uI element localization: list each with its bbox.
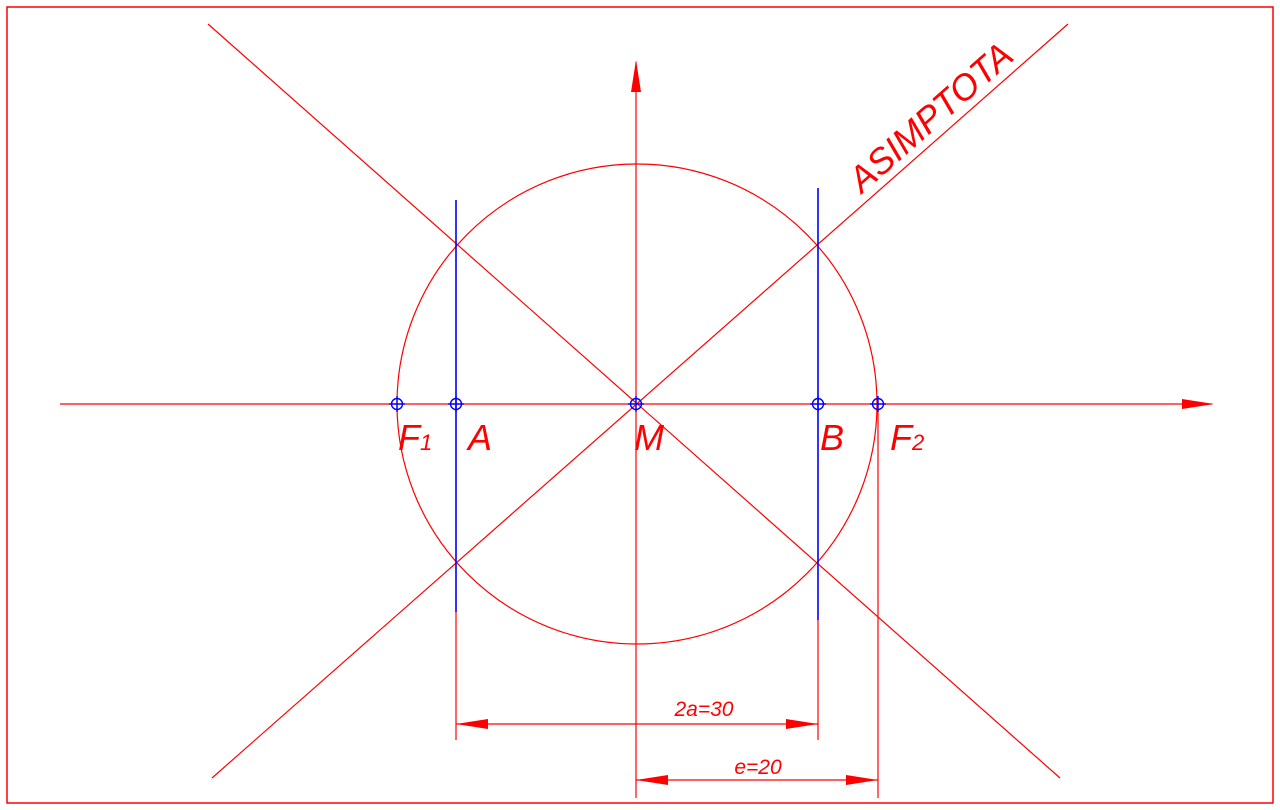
marker-a [448,396,464,412]
dimension-arrow-left [456,719,488,729]
point-markers [389,396,886,412]
dimension-arrow-right-e [846,775,878,785]
label-a: A [468,417,493,458]
marker-b [810,396,826,412]
dimension-arrow-left-e [636,775,668,785]
label-b: B [820,417,845,458]
x-axis-arrow [1182,399,1214,409]
label-f2: F2 [890,417,925,458]
dimension-text-major-axis: 2a=30 [674,698,734,721]
label-f1: F1 [398,417,433,458]
dimension-arrow-right [786,719,818,729]
label-m: M [634,417,664,458]
y-axis-arrow [631,60,641,92]
marker-f2 [870,396,886,412]
dimension-text-eccentricity: e=20 [734,756,782,779]
asymptote-label: ASIMPTOTA [840,33,1021,201]
marker-f1 [389,396,405,412]
drawing-frame [7,7,1273,803]
